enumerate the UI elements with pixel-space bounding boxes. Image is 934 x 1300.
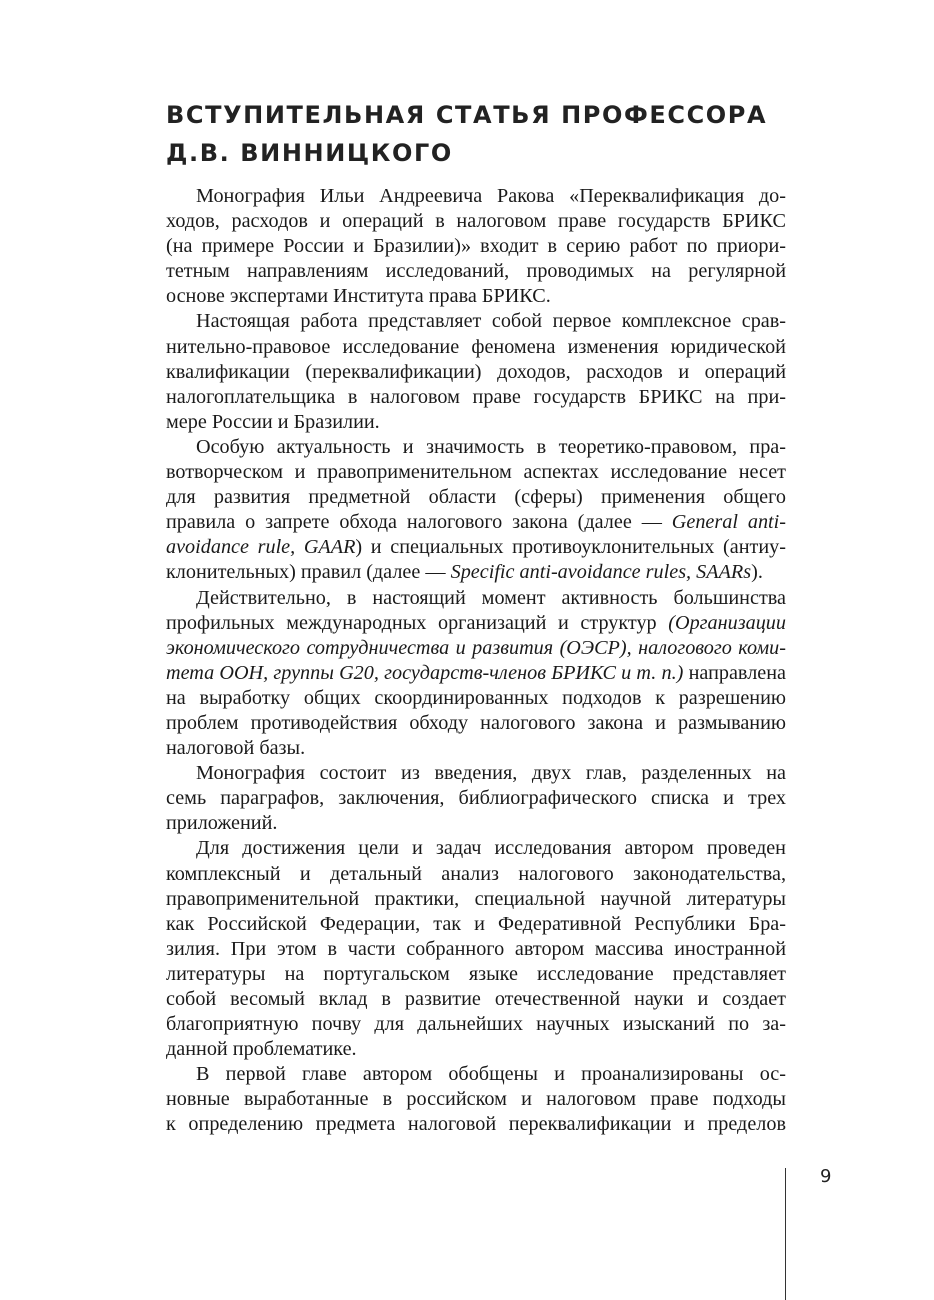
text-line: нительно-правовое исследование феномена изменения юридической <box>166 335 786 358</box>
text-fragment: правила о запрете обхода налогового закона (далее — <box>166 511 672 534</box>
text-line: (на примере России и Бразилии)» входит в серию работ по приори- <box>166 235 786 258</box>
text-fragment: ) и специальных противоуклонительных (антиу- <box>355 536 786 559</box>
text-line: проблем противодействия обходу налогового закона и размыванию <box>166 711 786 734</box>
page-title <box>166 96 806 172</box>
text-line: приложений. <box>166 812 278 835</box>
text-line: для развития предметной области (сферы) применения общего <box>166 486 786 509</box>
text-line: квалификации (переквалификации) доходов, расходов и операций <box>166 360 786 383</box>
text-line <box>166 510 786 535</box>
text-line: налоговой базы. <box>166 737 306 760</box>
italic-term: тета ООН, группы G20, государств-членов БРИКС и т. п.) <box>166 661 684 684</box>
text-line: благоприятную почву для дальнейших научных изысканий по за- <box>166 1013 786 1036</box>
text-line: Действительно, в настоящий момент активность большинства <box>196 586 786 609</box>
text-line: данной проблематике. <box>166 1038 357 1061</box>
paragraph <box>166 435 786 586</box>
text-line <box>166 611 786 636</box>
text-line: как Российской Федерации, так и Федеративной Республики Бра- <box>166 912 786 935</box>
text-line: Настоящая работа представляет собой первое комплексное срав- <box>196 310 786 333</box>
text-fragment: ). <box>751 561 763 584</box>
text-line: новные выработанные в российском и налоговом праве подходы <box>166 1088 786 1111</box>
text-line: семь параграфов, заключения, библиографического списка и трех <box>166 787 786 810</box>
page-number: 9 <box>820 1166 832 1187</box>
text-line: ходов, расходов и операций в налоговом праве государств БРИКС <box>166 210 786 233</box>
paragraph <box>166 1062 786 1137</box>
text-line: литературы на португальском языке исследование представляет <box>166 962 786 985</box>
text-line: правоприменительной практики, специальной научной литературы <box>166 887 786 910</box>
text-line: В первой главе автором обобщены и проанализированы ос- <box>196 1063 786 1086</box>
text-line: Монография состоит из введения, двух глав, разделенных на <box>196 762 786 785</box>
text-line: Для достижения цели и задач исследования автором проведен <box>196 837 786 860</box>
text-line: зилия. При этом в части собранного автором массива иностранной <box>166 937 786 960</box>
text-fragment: клонительных) правил (далее — <box>166 561 451 584</box>
text-line: тетным направлениям исследований, проводимых на регулярной <box>166 260 786 283</box>
paragraph <box>166 184 786 309</box>
title-line: Д.В. ВИННИЦКОГО <box>166 139 453 167</box>
text-line: налогоплательщика в налоговом праве государств БРИКС на при- <box>166 385 786 408</box>
italic-term: avoidance rule, GAAR <box>166 536 356 559</box>
text-line <box>166 661 786 686</box>
text-line: комплексный и детальный анализ налогового законодательства, <box>166 862 786 885</box>
text-line: Монография Ильи Андреевича Ракова «Переквалификация до- <box>196 185 786 207</box>
text-line <box>166 560 786 585</box>
italic-term: (Организации <box>668 611 786 634</box>
paragraph <box>166 586 786 762</box>
text-line: на выработку общих скоординированных подходов к разрешению <box>166 686 786 709</box>
paragraph <box>166 836 786 1062</box>
text-line <box>166 535 786 560</box>
text-fragment: профильных международных организаций и структур <box>166 611 669 634</box>
text-line: основе экспертами Института права БРИКС. <box>166 285 551 308</box>
paragraph <box>166 309 786 434</box>
italic-term: General anti- <box>671 511 786 534</box>
text-line: экономического сотрудничества и развития (ОЭСР), налогового коми- <box>166 636 786 659</box>
text-line: вотворческом и правоприменительном аспектах исследование несет <box>166 461 786 484</box>
paragraph <box>166 761 786 836</box>
text-line: собой весомый вклад в развитие отечественной науки и создает <box>166 988 786 1010</box>
text-line: Особую актуальность и значимость в теоретико-правовом, пра- <box>196 435 786 458</box>
text-line: мере России и Бразилии. <box>166 410 380 433</box>
text-line: к определению предмета налоговой переквалификации и пределов <box>166 1113 786 1136</box>
italic-term: Specific anti-avoidance rules, SAARs <box>450 561 752 584</box>
text-fragment: направлена <box>683 661 786 684</box>
title-line: ВСТУПИТЕЛЬНАЯ СТАТЬЯ ПРОФЕССОРА <box>166 101 768 129</box>
body-text <box>166 184 786 1138</box>
page-divider <box>785 1168 786 1300</box>
